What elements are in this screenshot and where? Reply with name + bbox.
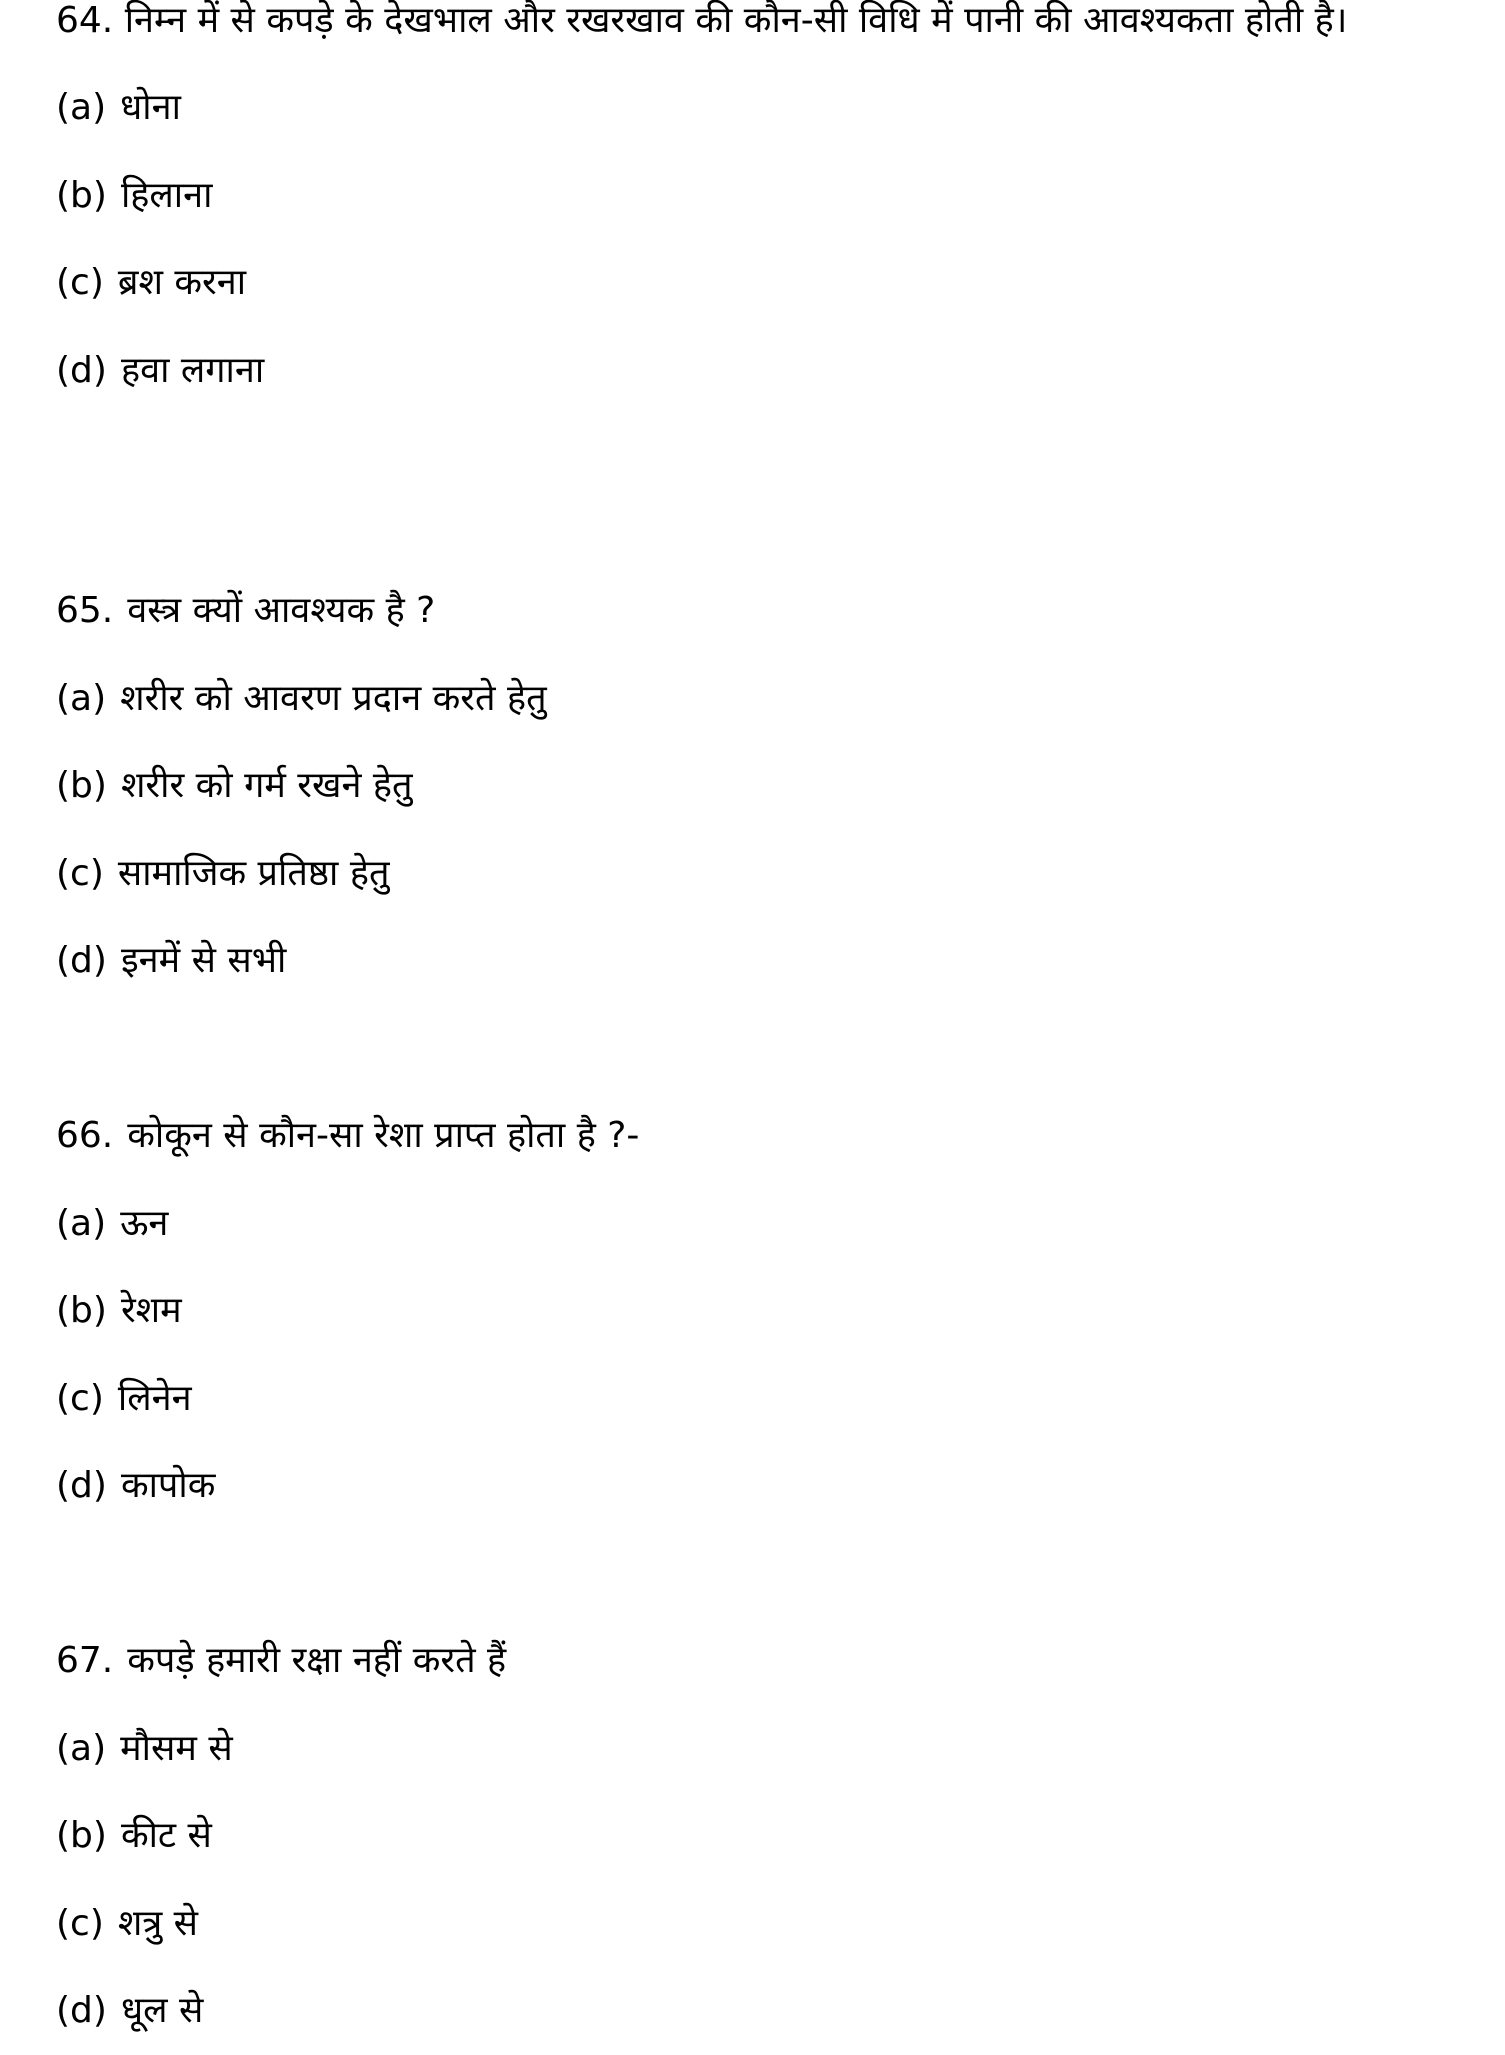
- question-65: [56, 567, 1465, 1005]
- question-64: [56, 0, 1465, 414]
- option-d: (d) हवा लगाना: [56, 349, 265, 391]
- question-title: 66. कोकून से कौन-सा रेशा प्राप्त होता है ?-: [56, 1115, 640, 1156]
- option-c: (c) सामाजिक प्रतिष्ठा हेतु: [56, 852, 390, 894]
- option-d: (d) धूल से: [56, 1990, 204, 2031]
- option-b: (b) हिलाना: [56, 174, 213, 216]
- question-number: 64.: [56, 0, 114, 41]
- option-c: (c) शत्रु से: [56, 1902, 199, 1944]
- option-a: (a) शरीर को आवरण प्रदान करते हेतु: [56, 677, 547, 719]
- option-c: (c) ब्रश करना: [56, 262, 247, 303]
- option-b: (b) कीट से: [56, 1815, 212, 1856]
- question-text: निम्न में से कपड़े के देखभाल और रखरखाव की कौन-सी विधि में पानी की आवश्यकता होती है।: [124, 0, 1348, 41]
- option-a: (a) धोना: [56, 87, 181, 128]
- question-title: [56, 0, 1356, 54]
- option-a: (a) मौसम से: [56, 1727, 233, 1769]
- option-b: (b) शरीर को गर्म रखने हेतु: [56, 765, 413, 806]
- question-title: 67. कपड़े हमारी रक्षा नहीं करते हैं: [56, 1640, 507, 1681]
- option-c: (c) लिनेन: [56, 1377, 192, 1419]
- option-b: (b) रेशम: [56, 1290, 182, 1331]
- option-a: (a) ऊन: [56, 1202, 169, 1244]
- option-d: (d) इनमें से सभी: [56, 940, 287, 981]
- option-d: (d) कापोक: [56, 1465, 216, 1506]
- question-67: [56, 1617, 1465, 2055]
- question-title: 65. वस्त्र क्यों आवश्यक है ?: [56, 590, 436, 631]
- question-66: [56, 1092, 1465, 1530]
